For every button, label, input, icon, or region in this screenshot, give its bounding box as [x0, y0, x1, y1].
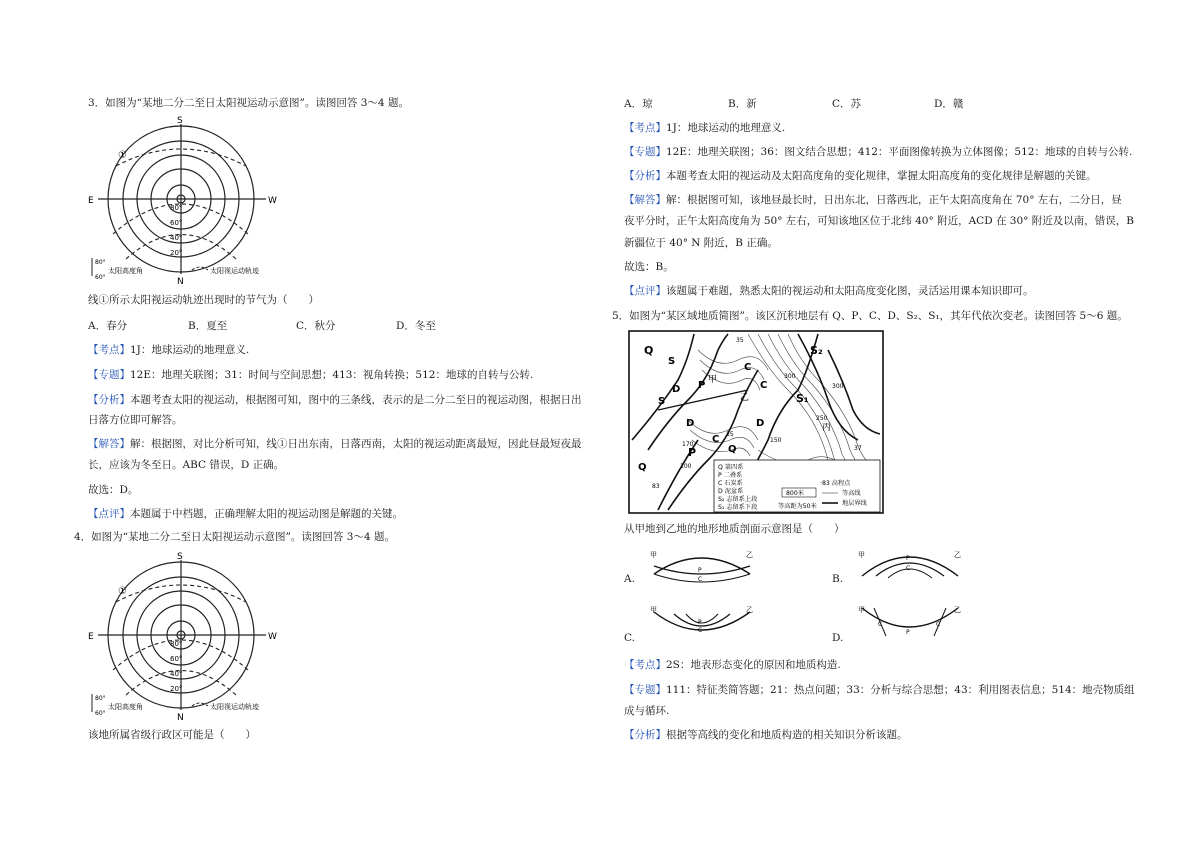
map-label-c1: C	[744, 362, 752, 373]
profile-b-p: P	[906, 555, 910, 562]
fig1-n: N	[177, 277, 184, 286]
map-label-q3: Q	[638, 462, 647, 473]
map-height-6: 100	[680, 463, 692, 470]
map-legend-s2: S₂ 志留系上段	[718, 496, 758, 503]
map-height-7: 83	[652, 483, 660, 490]
q3-fenxi-2: 日落方位即可解答。	[88, 414, 183, 426]
q5-fenxi: 【分析】根据等高线的变化和地质构造的相关知识分析该题。	[624, 729, 908, 741]
fig2-legend-60: 60°	[95, 710, 106, 717]
fig2-s: S	[177, 552, 183, 562]
sun-path-figure-1	[88, 114, 278, 286]
q5-option-a-figure	[646, 546, 756, 586]
profile-b-yi: 乙	[954, 551, 961, 559]
q4-jieda: 【解答】解：根据图可知，该地昼最长时，日出东北，日落西北，正午太阳高度角在 70° 左右，二分日，昼	[624, 194, 1122, 206]
q4-fenxi: 【分析】本题考查太阳的视运动及太阳高度角的变化规律，掌握太阳高度角的变化规律是解题的关键。	[624, 170, 1097, 182]
map-label-yi: 乙	[740, 393, 750, 403]
map-height-10: 35	[726, 431, 734, 438]
profile-b-c: C	[906, 565, 911, 572]
fig2-legend-alt: 太阳高度角	[108, 703, 143, 711]
q4-jieda-2: 夜平分时，正午太阳高度角为 50° 左右，可知该地区位于北纬 40° 附近，ACD 在 30° 附近及以南，错误，B	[624, 215, 1134, 227]
q3-option-c: C．秋分	[296, 320, 336, 332]
map-scale: 800米	[786, 490, 804, 497]
q3-dianping: 【点评】本题属于中档题，正确理解太阳的视运动图是解题的关键。	[88, 508, 403, 520]
q3-jieda: 【解答】解：根据图，对比分析可知，线①日出东南，日落西南，太阳的视运动距离最短，因此昼最短夜最	[88, 438, 582, 450]
fig1-ring-20: 20°	[170, 249, 183, 257]
map-legend-c: C 石炭系	[718, 480, 743, 487]
q5-zhuanti: 【专题】111：特征类简答题；21：热点问题；33：分析与综合思想；43：利用图表信息；514：地壳物质组	[624, 684, 1135, 696]
map-label-s2: S	[658, 396, 666, 407]
fig2-mark: ①	[118, 586, 127, 597]
q5-option-d-label: D.	[832, 632, 844, 644]
q5-option-c-figure	[646, 602, 756, 642]
fig2-ring-60: 60°	[170, 655, 183, 663]
fig1-ring-40: 40°	[170, 234, 183, 242]
map-label-d2: D	[686, 418, 695, 429]
q3-option-d: D．冬至	[396, 320, 436, 332]
map-key-point: ·83 高程点	[820, 480, 851, 487]
q3-zhuanti: 【专题】12E：地理关联图；31：时间与空间思想；413：视角转换；512：地球的自转与公转.	[88, 369, 534, 381]
q4-guxuan: 故选：B。	[624, 261, 674, 273]
profile-c-yi: 乙	[746, 606, 753, 614]
q5-option-b-figure	[854, 546, 964, 586]
q4-option-b: B．新	[728, 98, 757, 110]
profile-d-p: P	[906, 629, 910, 636]
q5-option-b-label: B.	[832, 573, 844, 585]
q3-kaodian: 【考点】1J：地球运动的地理意义.	[88, 344, 250, 356]
profile-d-c1: C	[878, 621, 883, 628]
q3-title: 3．如图为“某地二分二至日太阳视运动示意图”。读图回答 3～4 题。	[88, 97, 409, 109]
profile-c-c: C	[698, 627, 703, 634]
map-label-d3: D	[756, 418, 765, 429]
fig2-ring-80: 80°	[170, 640, 183, 648]
fig1-legend-60: 60°	[95, 274, 106, 281]
q4-dianping: 【点评】该题属于难题，熟悉太阳的视运动和太阳高度变化图，灵活运用课本知识即可。	[624, 285, 1034, 297]
map-height-9: 300	[784, 373, 796, 380]
map-legend-s1: S₁ 志留系下段	[718, 504, 758, 511]
q4-jieda-3: 新疆位于 40° N 附近，B 正确。	[624, 237, 778, 249]
map-height-1: 35	[736, 337, 744, 344]
map-label-c2: C	[760, 380, 768, 391]
fig2-n: N	[177, 713, 184, 722]
map-legend-q: Q 第四系	[718, 464, 744, 471]
map-label-s1-lower: S₁	[796, 392, 809, 405]
fig2-legend-track: 太阳视运动轨迹	[210, 703, 259, 711]
map-label-p1: P	[698, 380, 706, 391]
q5-option-d-figure	[854, 602, 964, 642]
map-legend-d: D 泥盆系	[718, 488, 744, 495]
profile-a-c: C	[698, 576, 703, 583]
map-label-jia: 甲	[708, 375, 718, 385]
fig1-mark: ①	[118, 150, 127, 161]
map-height-2: 300	[832, 383, 844, 390]
q4-zhuanti: 【专题】12E：地理关联图；36：图文结合思想；412：平面图像转换为立体图像；512：地球的自转与公转.	[624, 146, 1133, 158]
q4-option-c: C．苏	[832, 98, 862, 110]
fig1-ring-80: 80°	[170, 204, 183, 212]
profile-a-jia: 甲	[650, 551, 657, 559]
fig2-w: W	[268, 632, 277, 642]
map-height-8: 37	[854, 445, 862, 452]
fig1-legend-alt: 太阳高度角	[108, 267, 143, 275]
fig1-w: W	[268, 196, 277, 206]
q3-fenxi: 【分析】本题考查太阳的视运动，根据图可知，图中的三条线，表示的是二分二至日的视运动图，根据日出	[88, 394, 582, 406]
profile-c-jia: 甲	[650, 606, 657, 614]
q3-option-a: A．春分	[88, 320, 128, 332]
fig2-ring-40: 40°	[170, 670, 183, 678]
q5-kaodian: 【考点】2S：地表形态变化的原因和地质构造.	[624, 659, 841, 671]
profile-d-jia: 甲	[858, 606, 865, 614]
profile-d-yi: 乙	[954, 606, 961, 614]
map-label-s1: S	[668, 356, 676, 367]
fig1-legend-track: 太阳视运动轨迹	[210, 267, 259, 275]
map-label-p2: P	[688, 446, 697, 459]
profile-a-yi: 乙	[746, 551, 753, 559]
profile-c-p: P	[698, 619, 702, 626]
geology-map	[628, 330, 884, 514]
map-label-bing: 丙	[822, 423, 832, 433]
q5-question: 从甲地到乙地的地形地质剖面示意图是（ ）	[624, 523, 845, 535]
fig1-e: E	[88, 196, 94, 206]
q4-kaodian: 【考点】1J：地球运动的地理意义.	[624, 122, 786, 134]
map-key-boundary: 地层界线	[842, 500, 867, 507]
q4-option-a: A．琼	[624, 98, 653, 110]
map-interval: 等高距为50米	[778, 503, 817, 510]
map-height-4: 170	[682, 441, 694, 448]
q4-question: 该地所属省级行政区可能是（ ）	[88, 729, 256, 741]
fig2-legend-80: 80°	[95, 695, 106, 702]
q5-option-c-label: C.	[624, 632, 635, 644]
q3-guxuan: 故选：D。	[88, 484, 139, 496]
q5-option-a-label: A.	[624, 573, 635, 585]
fig1-s: S	[177, 116, 183, 126]
map-legend-p: P 二叠系	[718, 472, 743, 479]
sun-path-figure-2	[88, 550, 278, 722]
fig2-ring-20: 20°	[170, 685, 183, 693]
q4-option-d: D．赣	[934, 98, 964, 110]
q5-title: 5．如图为“某区域地质简图”。该区沉积地层有 Q、P、C、D、S₂、S₁，其年代依次变老。读图回答 5～6 题。	[612, 310, 1128, 322]
q3-option-b: B．夏至	[188, 320, 228, 332]
q5-zhuanti-2: 成与循环.	[624, 705, 670, 717]
fig1-ring-60: 60°	[170, 219, 183, 227]
q3-question: 线①所示太阳视运动轨迹出现时的节气为（ ）	[88, 294, 319, 306]
profile-b-jia: 甲	[858, 551, 865, 559]
map-label-d1: D	[672, 384, 681, 395]
map-label-s2-upper: S₂	[810, 344, 823, 357]
map-label-c3: C	[712, 434, 720, 445]
fig1-legend-80: 80°	[95, 259, 106, 266]
fig2-e: E	[88, 632, 94, 642]
q4-title: 4．如图为“某地二分二至日太阳视运动示意图”。读图回答 3～4 题。	[74, 531, 395, 543]
map-key-contour: 等高线	[842, 490, 861, 497]
q3-jieda-2: 长，应该为冬至日。ABC 错误，D 正确。	[88, 459, 285, 471]
map-height-3: 250	[816, 415, 828, 422]
profile-d-c2: C	[936, 621, 941, 628]
profile-a-p: P	[698, 567, 702, 574]
map-label-q1: Q	[644, 344, 654, 357]
map-height-5: 150	[770, 437, 782, 444]
map-label-q2: Q	[728, 444, 737, 455]
